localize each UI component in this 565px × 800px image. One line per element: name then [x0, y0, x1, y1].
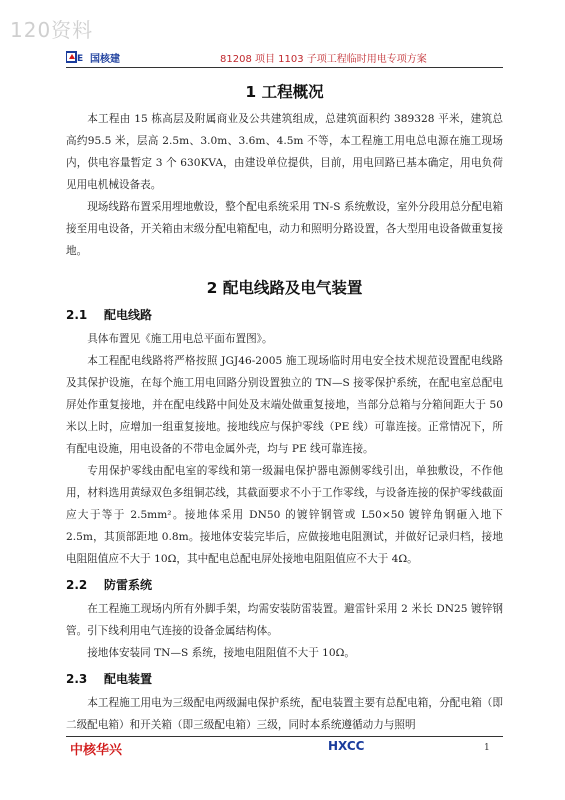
- footer-divider: [66, 736, 503, 737]
- paragraph: 在工程施工现场内所有外脚手架，均需安装防雷装置。避雷针采用 2 米长 DN25 镀锌钢管。引下线利用电气连接的设备金属结构体。: [66, 603, 503, 637]
- paragraph: 本工程施工用电为三级配电两级漏电保护系统，配电装置主要有总配电箱，分配电箱（即二级配电箱）和开关箱（即三级配电箱）三级，同时本系统遵循动力与照明: [66, 697, 503, 731]
- paragraph: 本工程配电线路将严格按照 JGJ46-2005 施工现场临时用电安全技术规范设置配电线路及其保护设施，在每个施工用电回路分别设置独立的 TN—S 接零保护系统，在配电室总配电屏处作重复接地，并在配电线路中间处及末端处做重复接地，当部分总箱与分箱间距大于 50 米以上时，应增加一组重复接地。接地线应与保护零线（PE 线）可靠连接。正常情况下，所有配电设施，用电设备的不带电金属外壳，均与 PE 线可靠连接。: [66, 355, 503, 455]
- company-logo: [66, 48, 120, 66]
- section-heading: [66, 304, 503, 326]
- document-body: [66, 72, 503, 736]
- chapter-1-title: 1 工程概况: [245, 83, 324, 101]
- page-number: 1: [484, 743, 490, 753]
- section-title: 配电装置: [104, 672, 153, 686]
- footer-company-name: 中核华兴: [70, 743, 123, 758]
- paragraph: 现场线路布置采用埋地敷设，整个配电系统采用 TN-S 系统敷设，室外分段用总分配电箱接至用电设备，开关箱由末级分配电箱配电，动力和照明分路设置，各大型用电设备做重复接地。: [66, 201, 503, 257]
- document-header-title: 81208 项目 1103 子项工程临时用电专项方案: [220, 54, 427, 65]
- section-heading: [66, 574, 503, 596]
- section-number: 2.1: [66, 308, 88, 322]
- paragraph: 专用保护零线由配电室的零线和第一级漏电保护器电源侧零线引出，单独敷设，不作他用，材料选用黄绿双色多组铜芯线，其截面要求不小于工作零线，与设备连接的保护零线截面应大于等于 2.5mm²。接地体采用 DN50 的镀锌钢管或 L50×50 镀锌角钢砸入地下 2.5m，其顶部距地 0.8m。接地体安装完毕后，应做接地电阻测试，并做好记录归档，接地电阻阻值应不大于 10Ω，其中配电总配电屏处接地电阻阻值应不大于 4Ω。: [66, 465, 503, 565]
- header-divider: [66, 67, 503, 68]
- paragraph: 具体布置见《施工用电总平面布置图》。: [87, 333, 273, 345]
- watermark: 120资料: [10, 18, 94, 42]
- chapter-2-title: 2 配电线路及电气装置: [206, 279, 363, 297]
- paragraph: 本工程由 15 栋高层及附属商业及公共建筑组成，总建筑面积约 389328 平米，建筑总高约95.5 米，层高 2.5m、3.0m、3.6m、4.5m 不等，本工程施工用电总电源在施工现场内，供电容量暂定 3 个 630KVA，由建设单位提供，目前，用电回路已基本确定，用电负荷见用电机械设备表。: [66, 113, 503, 191]
- section-number: 2.3: [66, 672, 88, 686]
- section-title: 防雷系统: [104, 578, 153, 592]
- section-title: 配电线路: [104, 308, 153, 322]
- section-heading: [66, 668, 503, 690]
- logo-mark-icon: [66, 50, 88, 64]
- svg-text:E: E: [77, 54, 84, 64]
- paragraph: 接地体安装同 TN—S 系统，接地电阻阻值不大于 10Ω。: [87, 647, 356, 659]
- logo-text: 国核建: [90, 53, 120, 65]
- footer-company-code: HXCC: [328, 739, 365, 753]
- section-number: 2.2: [66, 578, 88, 592]
